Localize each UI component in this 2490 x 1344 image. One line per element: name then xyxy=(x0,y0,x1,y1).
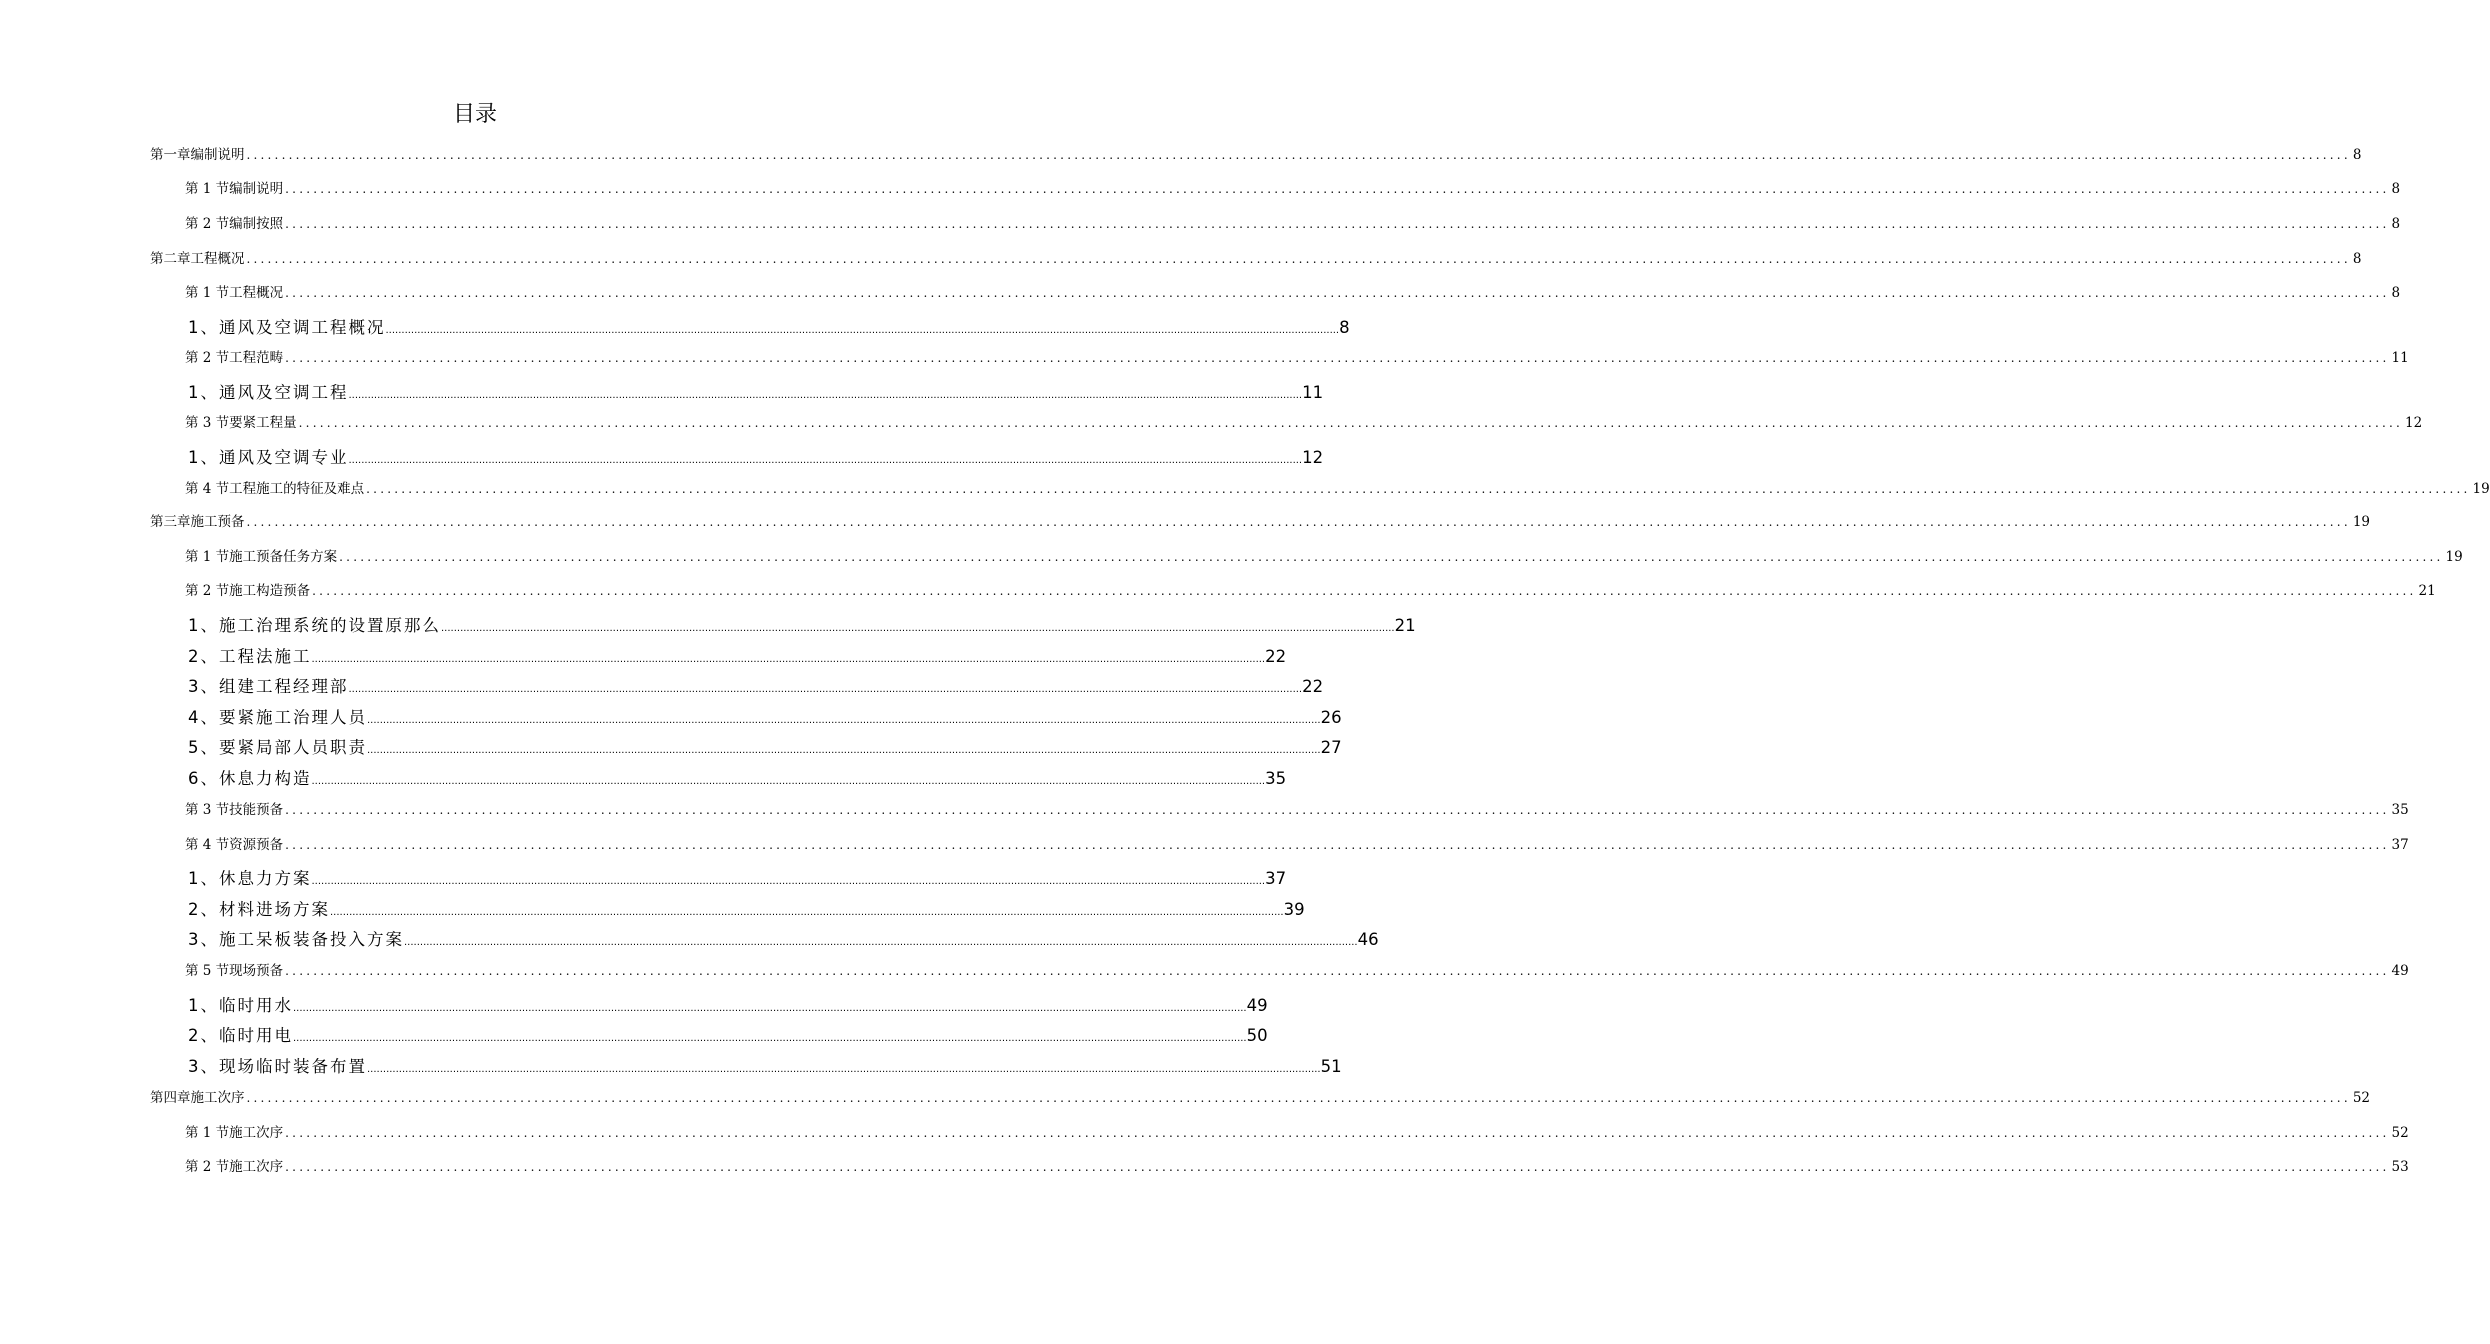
toc-page-number: 26 xyxy=(1320,708,1342,727)
toc-entry-label: 第 4 节资源预备 xyxy=(185,837,284,853)
toc-section-entry[interactable] xyxy=(185,962,2409,980)
toc-entry-label: 4、要紧施工治理人员 xyxy=(188,708,367,727)
toc-page-number: 50 xyxy=(1246,1026,1268,1045)
toc-page-number: 46 xyxy=(1357,930,1379,949)
toc-item-entry[interactable] xyxy=(188,382,1324,404)
toc-chapter-entry[interactable] xyxy=(150,513,2371,531)
toc-page-number: 52 xyxy=(2391,1125,2409,1141)
toc-dot-leader: ............................................................................................................................................................................................................................................................................................................ xyxy=(246,148,2351,162)
toc-page-number: 37 xyxy=(2391,837,2409,853)
toc-dot-leader: ............................................................................................................................................................................................................................................................................................................ xyxy=(367,1064,1321,1075)
toc-entry-label: 第三章施工预备 xyxy=(150,514,245,530)
toc-page-number: 22 xyxy=(1265,647,1287,666)
toc-item-entry[interactable] xyxy=(188,899,1305,921)
toc-dot-leader: ............................................................................................................................................................................................................................................................................................................ xyxy=(367,715,1321,726)
toc-page-number: 12 xyxy=(1302,448,1324,467)
toc-page-number: 21 xyxy=(2418,583,2436,599)
toc-entry-label: 第 2 节施工次序 xyxy=(185,1159,284,1175)
toc-item-entry[interactable] xyxy=(188,868,1287,890)
toc-item-entry[interactable] xyxy=(188,676,1324,698)
toc-section-entry[interactable] xyxy=(185,548,2463,566)
toc-entry-label: 第 3 节技能预备 xyxy=(185,802,284,818)
toc-item-entry[interactable] xyxy=(188,447,1324,469)
toc-section-entry[interactable] xyxy=(185,215,2401,233)
toc-dot-leader: ............................................................................................................................................................................................................................................................................................................ xyxy=(246,515,2351,529)
toc-entry-label: 第 1 节工程概况 xyxy=(185,285,284,301)
toc-section-entry[interactable] xyxy=(185,414,2423,432)
toc-item-entry[interactable] xyxy=(188,737,1342,759)
toc-page-number: 8 xyxy=(2352,251,2362,267)
toc-entry-label: 2、临时用电 xyxy=(188,1026,293,1045)
toc-dot-leader: ............................................................................................................................................................................................................................................................................................................ xyxy=(285,838,2390,852)
toc-entry-label: 1、休息力方案 xyxy=(188,869,312,888)
toc-page-number: 52 xyxy=(2352,1090,2371,1106)
toc-dot-leader: ............................................................................................................................................................................................................................................................................................................ xyxy=(311,654,1266,665)
toc-item-entry[interactable] xyxy=(188,615,1416,637)
toc-entry-label: 第 2 节编制按照 xyxy=(185,216,284,232)
toc-entry-label: 2、材料进场方案 xyxy=(188,900,330,919)
toc-chapter-entry[interactable] xyxy=(150,250,2362,268)
toc-item-entry[interactable] xyxy=(188,646,1287,668)
toc-page-number: 11 xyxy=(1302,383,1324,402)
toc-page-number: 37 xyxy=(1265,869,1287,888)
toc-page-number: 51 xyxy=(1320,1057,1342,1076)
toc-item-entry[interactable] xyxy=(188,995,1268,1017)
toc-dot-leader: ............................................................................................................................................................................................................................................................................................................ xyxy=(348,455,1303,466)
toc-title: 目录 xyxy=(452,102,497,127)
toc-page-number: 22 xyxy=(1302,677,1324,696)
toc-entry-label: 3、现场临时装备布置 xyxy=(188,1057,367,1076)
toc-section-entry[interactable] xyxy=(185,1158,2409,1176)
toc-page-number: 19 xyxy=(2352,514,2371,530)
toc-dot-leader: ............................................................................................................................................................................................................................................................................................................ xyxy=(367,745,1321,756)
toc-entry-label: 第 1 节施工次序 xyxy=(185,1125,284,1141)
toc-entry-label: 1、通风及空调专业 xyxy=(188,448,349,467)
toc-dot-leader: ............................................................................................................................................................................................................................................................................................................ xyxy=(246,252,2351,266)
toc-item-entry[interactable] xyxy=(188,929,1379,951)
toc-dot-leader: ............................................................................................................................................................................................................................................................................................................ xyxy=(339,550,2444,564)
toc-page-number: 8 xyxy=(2391,285,2401,301)
toc-dot-leader: ............................................................................................................................................................................................................................................................................................................ xyxy=(293,1003,1247,1014)
toc-entry-label: 1、临时用水 xyxy=(188,996,293,1015)
toc-entry-label: 3、施工呆板装备投入方案 xyxy=(188,930,404,949)
toc-entry-label: 第 5 节现场预备 xyxy=(185,963,284,979)
toc-page-number: 8 xyxy=(1339,318,1350,337)
toc-entry-label: 5、要紧局部人员职责 xyxy=(188,738,367,757)
toc-entry-label: 第 2 节施工构造预备 xyxy=(185,583,311,599)
toc-page-number: 19 xyxy=(2472,481,2490,497)
toc-page-number: 19 xyxy=(2445,549,2463,565)
toc-section-entry[interactable] xyxy=(185,801,2409,819)
toc-page-number: 39 xyxy=(1283,900,1305,919)
toc-dot-leader: ............................................................................................................................................................................................................................................................................................................ xyxy=(441,623,1395,634)
toc-entry-label: 2、工程法施工 xyxy=(188,647,312,666)
toc-entry-label: 第 2 节工程范畴 xyxy=(185,350,284,366)
toc-item-entry[interactable] xyxy=(188,1056,1342,1078)
toc-page-number: 8 xyxy=(2352,147,2362,163)
toc-dot-leader: ............................................................................................................................................................................................................................................................................................................ xyxy=(312,584,2417,598)
toc-item-entry[interactable] xyxy=(188,1025,1268,1047)
toc-chapter-entry[interactable] xyxy=(150,146,2362,164)
toc-section-entry[interactable] xyxy=(185,349,2409,367)
toc-dot-leader: ............................................................................................................................................................................................................................................................................................................ xyxy=(285,1126,2390,1140)
toc-dot-leader: ............................................................................................................................................................................................................................................................................................................ xyxy=(285,217,2390,231)
toc-entry-label: 1、通风及空调工程概况 xyxy=(188,318,386,337)
toc-entry-label: 第 3 节要紧工程量 xyxy=(185,415,297,431)
toc-dot-leader: ............................................................................................................................................................................................................................................................................................................ xyxy=(246,1091,2351,1105)
toc-page-number: 8 xyxy=(2391,181,2401,197)
toc-page-number: 35 xyxy=(2391,802,2409,818)
toc-page-number: 49 xyxy=(2391,963,2409,979)
toc-entry-label: 3、组建工程经理部 xyxy=(188,677,349,696)
toc-page-number: 35 xyxy=(1265,769,1287,788)
toc-chapter-entry[interactable] xyxy=(150,1089,2371,1107)
toc-page-number: 12 xyxy=(2405,415,2423,431)
toc-dot-leader: ............................................................................................................................................................................................................................................................................................................ xyxy=(404,937,1358,948)
toc-dot-leader: ............................................................................................................................................................................................................................................................................................................ xyxy=(311,876,1266,887)
toc-section-entry[interactable] xyxy=(185,180,2401,198)
toc-dot-leader: ............................................................................................................................................................................................................................................................................................................ xyxy=(293,1033,1247,1044)
toc-entry-label: 1、通风及空调工程 xyxy=(188,383,349,402)
toc-entry-label: 第四章施工次序 xyxy=(150,1090,245,1106)
toc-dot-leader: ............................................................................................................................................................................................................................................................................................................ xyxy=(285,351,2390,365)
toc-section-entry[interactable] xyxy=(185,284,2401,302)
toc-section-entry[interactable] xyxy=(185,582,2436,600)
toc-dot-leader: ............................................................................................................................................................................................................................................................................................................ xyxy=(285,286,2390,300)
toc-entry-label: 第 1 节编制说明 xyxy=(185,181,284,197)
toc-entry-label: 1、施工治理系统的设置原那么 xyxy=(188,616,441,635)
toc-page-number: 11 xyxy=(2391,350,2409,366)
toc-page-number: 8 xyxy=(2391,216,2401,232)
toc-dot-leader: ............................................................................................................................................................................................................................................................................................................ xyxy=(285,182,2390,196)
toc-dot-leader: ............................................................................................................................................................................................................................................................................................................ xyxy=(366,482,2471,496)
toc-dot-leader: ............................................................................................................................................................................................................................................................................................................ xyxy=(311,776,1266,787)
toc-entry-label: 第二章工程概况 xyxy=(150,251,245,267)
toc-entry-label: 第一章编制说明 xyxy=(150,147,245,163)
toc-dot-leader: ............................................................................................................................................................................................................................................................................................................ xyxy=(285,803,2390,817)
toc-item-entry[interactable] xyxy=(188,768,1287,790)
toc-page-number: 49 xyxy=(1246,996,1268,1015)
toc-dot-leader: ............................................................................................................................................................................................................................................................................................................ xyxy=(348,684,1303,695)
toc-dot-leader: ............................................................................................................................................................................................................................................................................................................ xyxy=(298,416,2404,430)
toc-dot-leader: ............................................................................................................................................................................................................................................................................................................ xyxy=(348,390,1303,401)
toc-entry-label: 第 1 节施工预备任务方案 xyxy=(185,549,338,565)
toc-page-number: 27 xyxy=(1320,738,1342,757)
toc-section-entry[interactable] xyxy=(185,1124,2409,1142)
toc-entry-label: 第 4 节工程施工的特征及难点 xyxy=(185,481,365,497)
toc-item-entry[interactable] xyxy=(188,317,1350,339)
toc-item-entry[interactable] xyxy=(188,707,1342,729)
toc-page-number: 21 xyxy=(1394,616,1416,635)
toc-dot-leader: ............................................................................................................................................................................................................................................................................................................ xyxy=(285,964,2390,978)
toc-page-number: 53 xyxy=(2391,1159,2409,1175)
toc-dot-leader: ............................................................................................................................................................................................................................................................................................................ xyxy=(385,325,1340,336)
toc-entry-label: 6、休息力构造 xyxy=(188,769,312,788)
toc-dot-leader: ............................................................................................................................................................................................................................................................................................................ xyxy=(330,907,1284,918)
toc-section-entry[interactable] xyxy=(185,480,2490,498)
toc-dot-leader: ............................................................................................................................................................................................................................................................................................................ xyxy=(285,1160,2390,1174)
toc-section-entry[interactable] xyxy=(185,836,2409,854)
